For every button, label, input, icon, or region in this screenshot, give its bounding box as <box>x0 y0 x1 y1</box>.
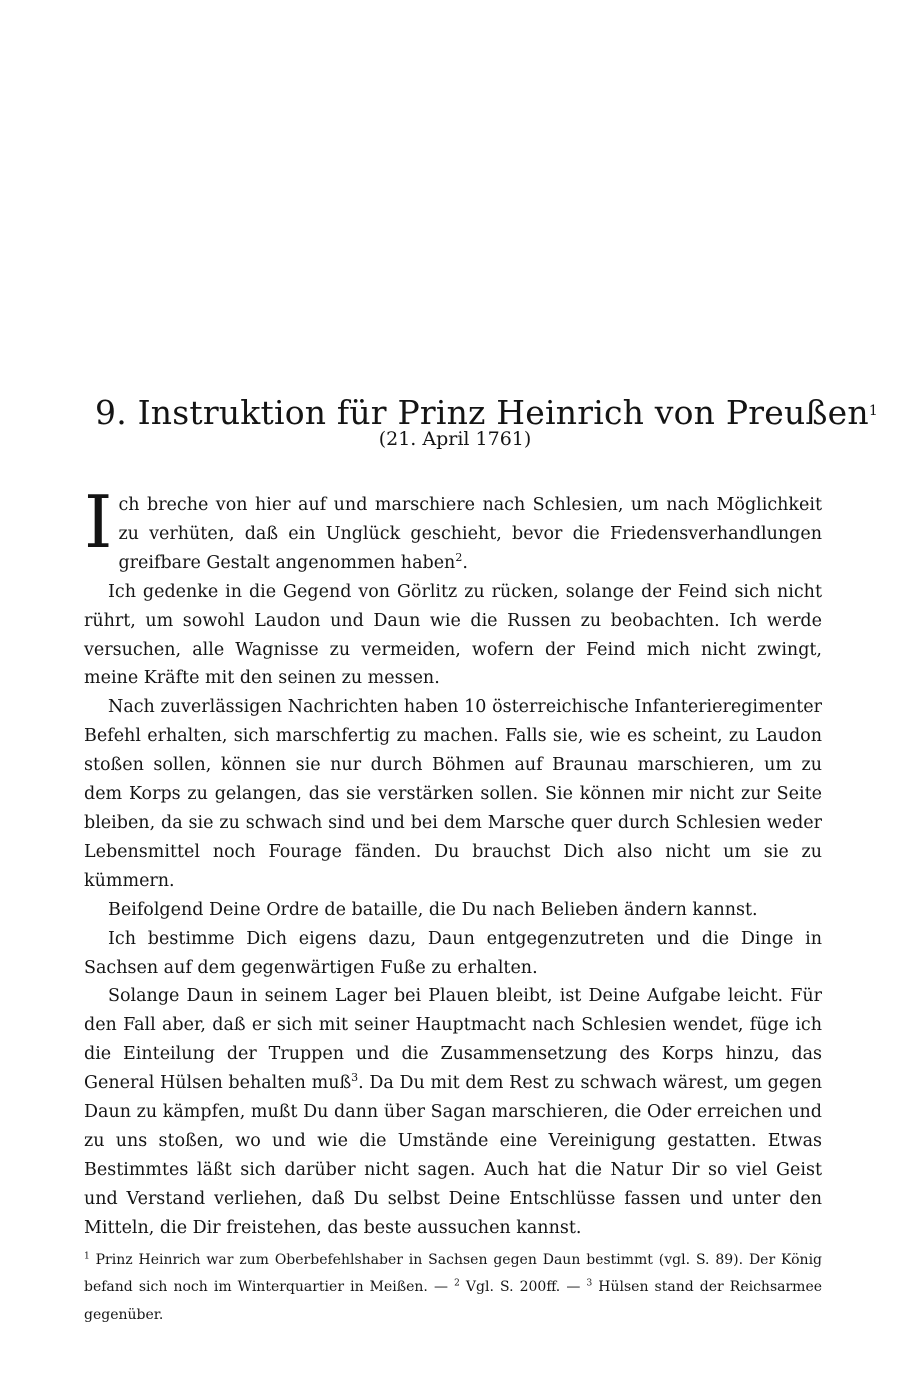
paragraph-1-end: . <box>462 552 468 573</box>
body-text <box>84 480 822 1243</box>
paragraph-6-text-a: Solange Daun in seinem Lager bei Plauen bleibt, ist Deine Aufgabe leicht. Für den Fall aber, daß er sich mit seiner Hauptmacht nach Schlesien wendet, füge ich die Einteilung der Truppen und die Zusammensetzung des Korps hinzu, das General Hülsen behalten muß <box>84 986 822 1094</box>
footnote-2-mark: 2 <box>454 1278 460 1289</box>
footnote-1-mark: 1 <box>84 1251 90 1262</box>
footnote-3: Hülsen stand der Reichsarmee gegenüber. <box>84 1279 823 1323</box>
paragraph-1 <box>84 480 822 578</box>
footnote-2: Vgl. S. 200ff. — <box>465 1279 581 1296</box>
paragraph-3: Nach zuverlässigen Nachrichten haben 10 österreichische Infanterieregimenter Befehl erhalten, sich marschfertig zu machen. Falls sie, wie es scheint, zu Laudon stoßen sollen, können sie nur durch Böhmen auf Braunau marschieren, um zu dem Korps zu gelangen, das sie verstärken sollen. Sie können mir nicht zur Seite bleiben, da sie zu schwach sind und bei dem Marsche quer durch Schlesien weder Lebensmittel noch Fourage fänden. Du brauchst Dich also nicht um sie zu kümmern. <box>84 697 822 891</box>
drop-cap: I <box>84 480 113 564</box>
footnote-3-mark: 3 <box>586 1278 593 1289</box>
title-footnote-mark: 1 <box>868 403 878 420</box>
paragraph-4: Beifolgend Deine Ordre de bataille, die Du nach Belieben ändern kannst. <box>108 899 758 920</box>
title-text: 9. Instruktion für Prinz Heinrich von Preußen <box>95 393 869 433</box>
paragraph-2: Ich gedenke in die Gegend von Görlitz zu rücken, solange der Feind sich nicht rührt, um sowohl Laudon und Daun wie die Russen zu beobachten. Ich werde versuchen, alle Wagnisse zu vermeiden, wofern der Feind mich nicht zwingt, meine Kräfte mit den seinen zu messen. <box>84 581 822 689</box>
footnote-ref-2: 2 <box>455 550 463 564</box>
paragraph-5: Ich bestimme Dich eigens dazu, Daun entgegenzutreten und die Dinge in Sachsen auf dem gegenwärtigen Fuße zu erhalten. <box>84 928 822 978</box>
footnote-1: Prinz Heinrich war zum Oberbefehlshaber in Sachsen gegen Daun bestimmt (vgl. S. 89). Der König befand sich noch im Winterquartier in Meißen. — <box>84 1252 823 1296</box>
footnotes <box>84 1247 822 1329</box>
chapter-date: (21. April 1761) <box>378 428 532 450</box>
paragraph-6-text-b: . Da Du mit dem Rest zu schwach wärest, um gegen Daun zu kämpfen, mußt Du dann über Sagan marschieren, die Oder erreichen und zu uns stoßen, wo und wie die Umstände eine Vereinigung gestatten. Etwas Bestimmtes läßt sich darüber nicht sagen. Auch hat die Natur Dir so viel Geist und Verstand verliehen, daß Du selbst Deine Entschlüsse fassen und unter den Mitteln, die Dir freistehen, das beste aussuchen kannst. <box>84 1073 822 1238</box>
paragraph-1-text: ch breche von hier auf und marschiere nach Schlesien, um nach Möglichkeit zu verhüten, daß ein Unglück geschieht, bevor die Friedensverhandlungen greifbare Gestalt angenommen haben <box>118 495 822 573</box>
footnote-ref-3: 3 <box>351 1071 359 1085</box>
paragraph-6 <box>84 982 822 1242</box>
